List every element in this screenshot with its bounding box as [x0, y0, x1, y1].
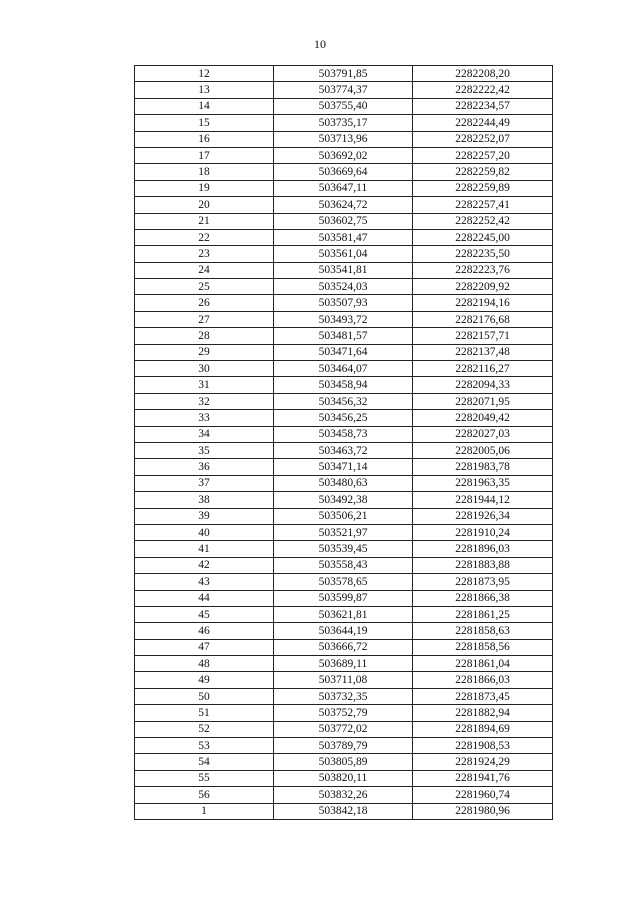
point-number-cell: 51 — [135, 705, 274, 721]
table-row — [135, 147, 553, 163]
table-row — [135, 82, 553, 98]
point-number-cell: 16 — [135, 131, 274, 147]
x-coordinate-cell: 503842,18 — [274, 803, 413, 819]
x-coordinate-cell: 503539,45 — [274, 541, 413, 557]
y-coordinate-cell: 2282071,95 — [413, 393, 553, 409]
x-coordinate-cell: 503463,72 — [274, 442, 413, 458]
point-number-cell: 37 — [135, 475, 274, 491]
y-coordinate-cell: 2281883,88 — [413, 557, 553, 573]
y-coordinate-cell: 2281894,69 — [413, 721, 553, 737]
y-coordinate-cell: 2281924,29 — [413, 754, 553, 770]
x-coordinate-cell: 503755,40 — [274, 98, 413, 114]
y-coordinate-cell: 2281858,56 — [413, 639, 553, 655]
x-coordinate-cell: 503791,85 — [274, 66, 413, 82]
x-coordinate-cell: 503464,07 — [274, 361, 413, 377]
table-row — [135, 393, 553, 409]
x-coordinate-cell: 503789,79 — [274, 738, 413, 754]
table-row — [135, 295, 553, 311]
y-coordinate-cell: 2281980,96 — [413, 803, 553, 819]
table-row — [135, 492, 553, 508]
x-coordinate-cell: 503735,17 — [274, 115, 413, 131]
point-number-cell: 32 — [135, 393, 274, 409]
table-row — [135, 475, 553, 491]
y-coordinate-cell: 2282049,42 — [413, 410, 553, 426]
y-coordinate-cell: 2281882,94 — [413, 705, 553, 721]
y-coordinate-cell: 2281896,03 — [413, 541, 553, 557]
table-row — [135, 574, 553, 590]
x-coordinate-cell: 503492,38 — [274, 492, 413, 508]
x-coordinate-cell: 503471,14 — [274, 459, 413, 475]
y-coordinate-cell: 2281960,74 — [413, 787, 553, 803]
table-row — [135, 197, 553, 213]
y-coordinate-cell: 2281873,95 — [413, 574, 553, 590]
y-coordinate-cell: 2281861,04 — [413, 656, 553, 672]
x-coordinate-cell: 503624,72 — [274, 197, 413, 213]
y-coordinate-cell: 2281908,53 — [413, 738, 553, 754]
point-number-cell: 15 — [135, 115, 274, 131]
point-number-cell: 52 — [135, 721, 274, 737]
table-row — [135, 590, 553, 606]
table-row — [135, 279, 553, 295]
point-number-cell: 50 — [135, 688, 274, 704]
coordinates-table — [134, 65, 553, 820]
table-row — [135, 721, 553, 737]
table-row — [135, 131, 553, 147]
point-number-cell: 31 — [135, 377, 274, 393]
table-row — [135, 410, 553, 426]
y-coordinate-cell: 2282234,57 — [413, 98, 553, 114]
x-coordinate-cell: 503480,63 — [274, 475, 413, 491]
x-coordinate-cell: 503561,04 — [274, 246, 413, 262]
table-row — [135, 442, 553, 458]
point-number-cell: 49 — [135, 672, 274, 688]
y-coordinate-cell: 2281926,34 — [413, 508, 553, 524]
table-row — [135, 738, 553, 754]
y-coordinate-cell: 2282208,20 — [413, 66, 553, 82]
point-number-cell: 14 — [135, 98, 274, 114]
table-row — [135, 262, 553, 278]
y-coordinate-cell: 2282222,42 — [413, 82, 553, 98]
y-coordinate-cell: 2281910,24 — [413, 524, 553, 540]
table-row — [135, 361, 553, 377]
point-number-cell: 26 — [135, 295, 274, 311]
x-coordinate-cell: 503644,19 — [274, 623, 413, 639]
x-coordinate-cell: 503713,96 — [274, 131, 413, 147]
table-row — [135, 688, 553, 704]
table-row — [135, 213, 553, 229]
point-number-cell: 55 — [135, 770, 274, 786]
point-number-cell: 53 — [135, 738, 274, 754]
y-coordinate-cell: 2282137,48 — [413, 344, 553, 360]
y-coordinate-cell: 2281861,25 — [413, 606, 553, 622]
y-coordinate-cell: 2281941,76 — [413, 770, 553, 786]
point-number-cell: 35 — [135, 442, 274, 458]
table-row — [135, 115, 553, 131]
point-number-cell: 47 — [135, 639, 274, 655]
x-coordinate-cell: 503647,11 — [274, 180, 413, 196]
y-coordinate-cell: 2282245,00 — [413, 229, 553, 245]
y-coordinate-cell: 2282235,50 — [413, 246, 553, 262]
table-row — [135, 524, 553, 540]
table-row — [135, 639, 553, 655]
y-coordinate-cell: 2281866,03 — [413, 672, 553, 688]
x-coordinate-cell: 503692,02 — [274, 147, 413, 163]
x-coordinate-cell: 503732,35 — [274, 688, 413, 704]
table-row — [135, 803, 553, 819]
x-coordinate-cell: 503711,08 — [274, 672, 413, 688]
table-row — [135, 705, 553, 721]
table-row — [135, 229, 553, 245]
y-coordinate-cell: 2282157,71 — [413, 328, 553, 344]
point-number-cell: 27 — [135, 311, 274, 327]
x-coordinate-cell: 503832,26 — [274, 787, 413, 803]
y-coordinate-cell: 2282259,82 — [413, 164, 553, 180]
table-row — [135, 311, 553, 327]
point-number-cell: 45 — [135, 606, 274, 622]
y-coordinate-cell: 2282027,03 — [413, 426, 553, 442]
point-number-cell: 22 — [135, 229, 274, 245]
y-coordinate-cell: 2282257,20 — [413, 147, 553, 163]
table-row — [135, 164, 553, 180]
y-coordinate-cell: 2281963,35 — [413, 475, 553, 491]
point-number-cell: 20 — [135, 197, 274, 213]
point-number-cell: 54 — [135, 754, 274, 770]
point-number-cell: 29 — [135, 344, 274, 360]
x-coordinate-cell: 503481,57 — [274, 328, 413, 344]
table-row — [135, 541, 553, 557]
table-row — [135, 606, 553, 622]
y-coordinate-cell: 2282244,49 — [413, 115, 553, 131]
table-row — [135, 377, 553, 393]
point-number-cell: 18 — [135, 164, 274, 180]
point-number-cell: 36 — [135, 459, 274, 475]
point-number-cell: 33 — [135, 410, 274, 426]
y-coordinate-cell: 2281866,38 — [413, 590, 553, 606]
table-row — [135, 426, 553, 442]
point-number-cell: 17 — [135, 147, 274, 163]
point-number-cell: 44 — [135, 590, 274, 606]
table-row — [135, 344, 553, 360]
point-number-cell: 34 — [135, 426, 274, 442]
table-row — [135, 328, 553, 344]
x-coordinate-cell: 503621,81 — [274, 606, 413, 622]
x-coordinate-cell: 503541,81 — [274, 262, 413, 278]
table-row — [135, 66, 553, 82]
y-coordinate-cell: 2281873,45 — [413, 688, 553, 704]
table-row — [135, 180, 553, 196]
x-coordinate-cell: 503471,64 — [274, 344, 413, 360]
table-row — [135, 98, 553, 114]
table-row — [135, 246, 553, 262]
point-number-cell: 21 — [135, 213, 274, 229]
point-number-cell: 30 — [135, 361, 274, 377]
point-number-cell: 46 — [135, 623, 274, 639]
y-coordinate-cell: 2282176,68 — [413, 311, 553, 327]
x-coordinate-cell: 503493,72 — [274, 311, 413, 327]
x-coordinate-cell: 503689,11 — [274, 656, 413, 672]
y-coordinate-cell: 2281944,12 — [413, 492, 553, 508]
point-number-cell: 41 — [135, 541, 274, 557]
point-number-cell: 28 — [135, 328, 274, 344]
point-number-cell: 19 — [135, 180, 274, 196]
point-number-cell: 38 — [135, 492, 274, 508]
table-row — [135, 508, 553, 524]
page-number: 10 — [314, 37, 326, 51]
y-coordinate-cell: 2282257,41 — [413, 197, 553, 213]
y-coordinate-cell: 2282259,89 — [413, 180, 553, 196]
x-coordinate-cell: 503524,03 — [274, 279, 413, 295]
point-number-cell: 48 — [135, 656, 274, 672]
x-coordinate-cell: 503820,11 — [274, 770, 413, 786]
x-coordinate-cell: 503521,97 — [274, 524, 413, 540]
y-coordinate-cell: 2282005,06 — [413, 442, 553, 458]
x-coordinate-cell: 503581,47 — [274, 229, 413, 245]
x-coordinate-cell: 503458,94 — [274, 377, 413, 393]
table-row — [135, 754, 553, 770]
x-coordinate-cell: 503558,43 — [274, 557, 413, 573]
x-coordinate-cell: 503805,89 — [274, 754, 413, 770]
table-row — [135, 623, 553, 639]
point-number-cell: 43 — [135, 574, 274, 590]
x-coordinate-cell: 503578,65 — [274, 574, 413, 590]
point-number-cell: 39 — [135, 508, 274, 524]
point-number-cell: 40 — [135, 524, 274, 540]
y-coordinate-cell: 2282209,92 — [413, 279, 553, 295]
x-coordinate-cell: 503772,02 — [274, 721, 413, 737]
x-coordinate-cell: 503599,87 — [274, 590, 413, 606]
table-row — [135, 459, 553, 475]
y-coordinate-cell: 2281858,63 — [413, 623, 553, 639]
x-coordinate-cell: 503458,73 — [274, 426, 413, 442]
y-coordinate-cell: 2282094,33 — [413, 377, 553, 393]
x-coordinate-cell: 503456,32 — [274, 393, 413, 409]
table-row — [135, 557, 553, 573]
y-coordinate-cell: 2282252,42 — [413, 213, 553, 229]
table-row — [135, 672, 553, 688]
x-coordinate-cell: 503506,21 — [274, 508, 413, 524]
point-number-cell: 42 — [135, 557, 274, 573]
point-number-cell: 56 — [135, 787, 274, 803]
x-coordinate-cell: 503669,64 — [274, 164, 413, 180]
point-number-cell: 23 — [135, 246, 274, 262]
y-coordinate-cell: 2282116,27 — [413, 361, 553, 377]
y-coordinate-cell: 2282194,16 — [413, 295, 553, 311]
y-coordinate-cell: 2282223,76 — [413, 262, 553, 278]
coordinates-table-body — [135, 66, 553, 820]
x-coordinate-cell: 503752,79 — [274, 705, 413, 721]
point-number-cell: 25 — [135, 279, 274, 295]
x-coordinate-cell: 503774,37 — [274, 82, 413, 98]
table-row — [135, 787, 553, 803]
table-row — [135, 656, 553, 672]
table-row — [135, 770, 553, 786]
y-coordinate-cell: 2281983,78 — [413, 459, 553, 475]
x-coordinate-cell: 503666,72 — [274, 639, 413, 655]
point-number-cell: 13 — [135, 82, 274, 98]
point-number-cell: 1 — [135, 803, 274, 819]
x-coordinate-cell: 503507,93 — [274, 295, 413, 311]
y-coordinate-cell: 2282252,07 — [413, 131, 553, 147]
point-number-cell: 12 — [135, 66, 274, 82]
x-coordinate-cell: 503456,25 — [274, 410, 413, 426]
x-coordinate-cell: 503602,75 — [274, 213, 413, 229]
point-number-cell: 24 — [135, 262, 274, 278]
